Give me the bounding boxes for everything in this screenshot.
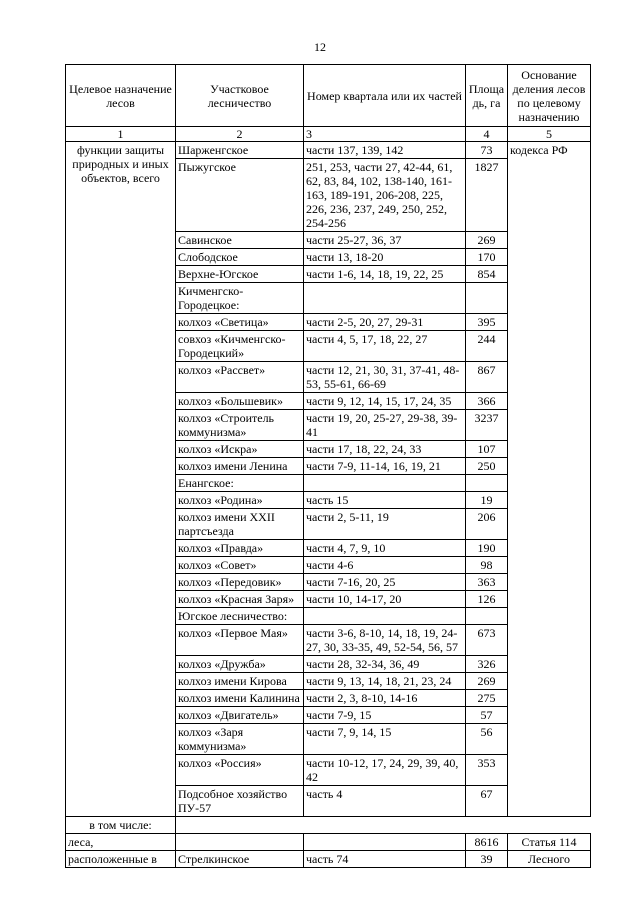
area-cell: 107	[466, 441, 508, 458]
quarters-cell	[304, 608, 466, 625]
forestry-cell: колхоз «Заря коммунизма»	[176, 724, 304, 755]
area-cell	[466, 475, 508, 492]
area-cell: 366	[466, 393, 508, 410]
page-number: 12	[314, 40, 326, 54]
forestry-cell: колхоз имени XXII партсъезда	[176, 509, 304, 540]
area-cell: 275	[466, 690, 508, 707]
forestry-cell: совхоз «Кичменгско-Городецкий»	[176, 331, 304, 362]
area-cell: 395	[466, 314, 508, 331]
area-cell: 363	[466, 574, 508, 591]
forestry-cell: колхоз имени Кирова	[176, 673, 304, 690]
quarters-cell: часть 15	[304, 492, 466, 509]
quarters-cell: части 3-6, 8-10, 14, 18, 19, 24-27, 30, 33-35, 49, 52-54, 56, 57	[304, 625, 466, 656]
forestry-cell: колхоз «Россия»	[176, 755, 304, 786]
area-cell: 67	[466, 786, 508, 817]
purpose-cell: функции защиты природных и иных объектов, всего	[66, 142, 176, 817]
forestry-cell: Слободское	[176, 249, 304, 266]
area-cell: 269	[466, 673, 508, 690]
area-cell: 206	[466, 509, 508, 540]
index-cell: 3	[304, 127, 466, 142]
area-cell: 673	[466, 625, 508, 656]
purpose-cell: расположенные в	[66, 851, 176, 868]
forestry-cell: Стрелкинское	[176, 851, 304, 868]
index-cell: 4	[466, 127, 508, 142]
quarters-cell	[304, 283, 466, 314]
quarters-cell: части 25-27, 36, 37	[304, 232, 466, 249]
quarters-cell: части 9, 13, 14, 18, 21, 23, 24	[304, 673, 466, 690]
area-cell: 269	[466, 232, 508, 249]
forestry-cell: колхоз «Первое Мая»	[176, 625, 304, 656]
area-cell: 57	[466, 707, 508, 724]
subcategory-row	[66, 851, 591, 868]
forestry-cell: Шарженгское	[176, 142, 304, 159]
forestry-cell: колхоз имени Калинина	[176, 690, 304, 707]
quarters-cell: части 19, 20, 25-27, 29-38, 39-41	[304, 410, 466, 441]
quarters-cell: части 4, 7, 9, 10	[304, 540, 466, 557]
area-cell: 867	[466, 362, 508, 393]
forestry-cell: Савинское	[176, 232, 304, 249]
quarters-cell: части 7-9, 11-14, 16, 19, 21	[304, 458, 466, 475]
forestry-cell: Пыжугское	[176, 159, 304, 232]
quarters-cell: части 2-5, 20, 27, 29-31	[304, 314, 466, 331]
basis-cell: Лесного	[508, 851, 591, 868]
purpose-cell: леса,	[66, 834, 176, 851]
table-row	[66, 142, 591, 159]
area-cell: 39	[466, 851, 508, 868]
empty-cell	[466, 817, 508, 834]
quarters-cell: части 2, 5-11, 19	[304, 509, 466, 540]
forestry-cell: колхоз «Большевик»	[176, 393, 304, 410]
area-cell: 250	[466, 458, 508, 475]
forestry-cell: колхоз «Строитель коммунизма»	[176, 410, 304, 441]
quarters-cell	[304, 834, 466, 851]
area-cell: 326	[466, 656, 508, 673]
quarters-cell: части 13, 18-20	[304, 249, 466, 266]
area-cell: 854	[466, 266, 508, 283]
header-purpose: Целевое назначение лесов	[66, 65, 176, 127]
empty-cell	[508, 817, 591, 834]
quarters-cell: части 2, 3, 8-10, 14-16	[304, 690, 466, 707]
forestry-cell: колхоз «Красная Заря»	[176, 591, 304, 608]
header-area: Площа дь, га	[466, 65, 508, 127]
forestry-cell: колхоз «Правда»	[176, 540, 304, 557]
area-cell	[466, 283, 508, 314]
forestry-cell: Енангское:	[176, 475, 304, 492]
quarters-cell: части 7, 9, 14, 15	[304, 724, 466, 755]
forestry-cell	[176, 834, 304, 851]
forestry-cell: колхоз «Светица»	[176, 314, 304, 331]
quarters-cell: часть 4	[304, 786, 466, 817]
basis-cell: кодекса РФ	[508, 142, 591, 817]
header-quarters: Номер квартала или их частей	[304, 65, 466, 127]
quarters-cell: 251, 253, части 27, 42-44, 61, 62, 83, 84, 102, 138-140, 161-163, 189-191, 206-208, 225, 226, 236, 237, 249, 250, 252, 254-256	[304, 159, 466, 232]
forestry-cell: колхоз «Рассвет»	[176, 362, 304, 393]
basis-cell: Статья 114	[508, 834, 591, 851]
area-cell: 19	[466, 492, 508, 509]
quarters-cell: части 1-6, 14, 18, 19, 22, 25	[304, 266, 466, 283]
quarters-cell: части 7-16, 20, 25	[304, 574, 466, 591]
empty-cell	[304, 817, 466, 834]
quarters-cell	[304, 475, 466, 492]
index-cell: 2	[176, 127, 304, 142]
area-cell: 3237	[466, 410, 508, 441]
including-label: в том числе:	[66, 817, 176, 834]
area-cell: 98	[466, 557, 508, 574]
quarters-cell: части 4-6	[304, 557, 466, 574]
forestry-cell: колхоз «Передовик»	[176, 574, 304, 591]
header-basis: Основание деления лесов по целевому назначению	[508, 65, 591, 127]
forestry-cell: Верхне-Югское	[176, 266, 304, 283]
quarters-cell: части 9, 12, 14, 15, 17, 24, 35	[304, 393, 466, 410]
forestry-cell: колхоз имени Ленина	[176, 458, 304, 475]
quarters-cell: части 10-12, 17, 24, 29, 39, 40, 42	[304, 755, 466, 786]
area-cell: 73	[466, 142, 508, 159]
forest-purpose-table	[65, 64, 591, 868]
empty-cell	[176, 817, 304, 834]
forestry-cell: колхоз «Родина»	[176, 492, 304, 509]
forestry-cell: колхоз «Искра»	[176, 441, 304, 458]
index-row	[66, 127, 591, 142]
area-cell: 190	[466, 540, 508, 557]
area-cell	[466, 608, 508, 625]
subcategory-row	[66, 834, 591, 851]
area-cell: 353	[466, 755, 508, 786]
forestry-cell: колхоз «Совет»	[176, 557, 304, 574]
including-row	[66, 817, 591, 834]
forestry-cell: Югское лесничество:	[176, 608, 304, 625]
area-cell: 126	[466, 591, 508, 608]
quarters-cell: части 17, 18, 22, 24, 33	[304, 441, 466, 458]
quarters-cell: части 10, 14-17, 20	[304, 591, 466, 608]
index-cell: 5	[508, 127, 591, 142]
area-cell: 8616	[466, 834, 508, 851]
quarters-cell: части 7-9, 15	[304, 707, 466, 724]
quarters-cell: части 4, 5, 17, 18, 22, 27	[304, 331, 466, 362]
area-cell: 1827	[466, 159, 508, 232]
index-cell: 1	[66, 127, 176, 142]
quarters-cell: части 28, 32-34, 36, 49	[304, 656, 466, 673]
forestry-cell: Подсобное хозяйство ПУ-57	[176, 786, 304, 817]
quarters-cell: части 137, 139, 142	[304, 142, 466, 159]
area-cell: 244	[466, 331, 508, 362]
quarters-cell: часть 74	[304, 851, 466, 868]
area-cell: 170	[466, 249, 508, 266]
forestry-cell: Кичменгско-Городецкое:	[176, 283, 304, 314]
quarters-cell: части 12, 21, 30, 31, 37-41, 48-53, 55-61, 66-69	[304, 362, 466, 393]
forestry-cell: колхоз «Дружба»	[176, 656, 304, 673]
header-row	[66, 65, 591, 127]
header-forestry: Участковое лесничество	[176, 65, 304, 127]
area-cell: 56	[466, 724, 508, 755]
forestry-cell: колхоз «Двигатель»	[176, 707, 304, 724]
